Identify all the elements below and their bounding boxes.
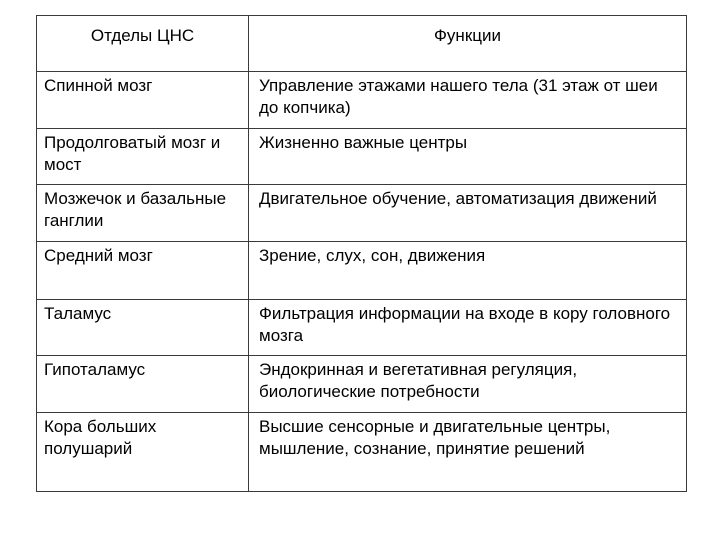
function-cell: Высшие сенсорные и двигательные центры, мышление, сознание, принятие решений <box>249 413 687 492</box>
table-row <box>37 72 687 129</box>
function-cell: Жизненно важные центры <box>249 129 687 185</box>
header-functions-label: Функции <box>434 25 501 45</box>
section-cell: Продолговатый мозг и мост <box>37 129 249 185</box>
function-cell: Зрение, слух, сон, движения <box>249 242 687 300</box>
section-cell: Кора больших полушарий <box>37 413 249 492</box>
function-cell: Фильтрация информации на входе в кору головного мозга <box>249 300 687 356</box>
table-row <box>37 300 687 356</box>
table-row <box>37 129 687 185</box>
table-row <box>37 356 687 413</box>
table-row <box>37 413 687 492</box>
section-cell: Спинной мозг <box>37 72 249 129</box>
function-cell: Двигательное обучение, автоматизация движений <box>249 185 687 242</box>
cns-functions-table <box>36 15 687 492</box>
function-cell: Управление этажами нашего тела (31 этаж от шеи до копчика) <box>249 72 687 129</box>
table-row <box>37 185 687 242</box>
section-cell: Таламус <box>37 300 249 356</box>
header-functions <box>249 16 687 72</box>
table-header-row <box>37 16 687 72</box>
section-cell: Средний мозг <box>37 242 249 300</box>
header-sections <box>37 16 249 72</box>
function-cell: Эндокринная и вегетативная регуляция, биологические потребности <box>249 356 687 413</box>
table-row <box>37 242 687 300</box>
header-sections-label: Отделы ЦНС <box>90 25 195 45</box>
section-cell: Гипоталамус <box>37 356 249 413</box>
section-cell: Мозжечок и базальные ганглии <box>37 185 249 242</box>
